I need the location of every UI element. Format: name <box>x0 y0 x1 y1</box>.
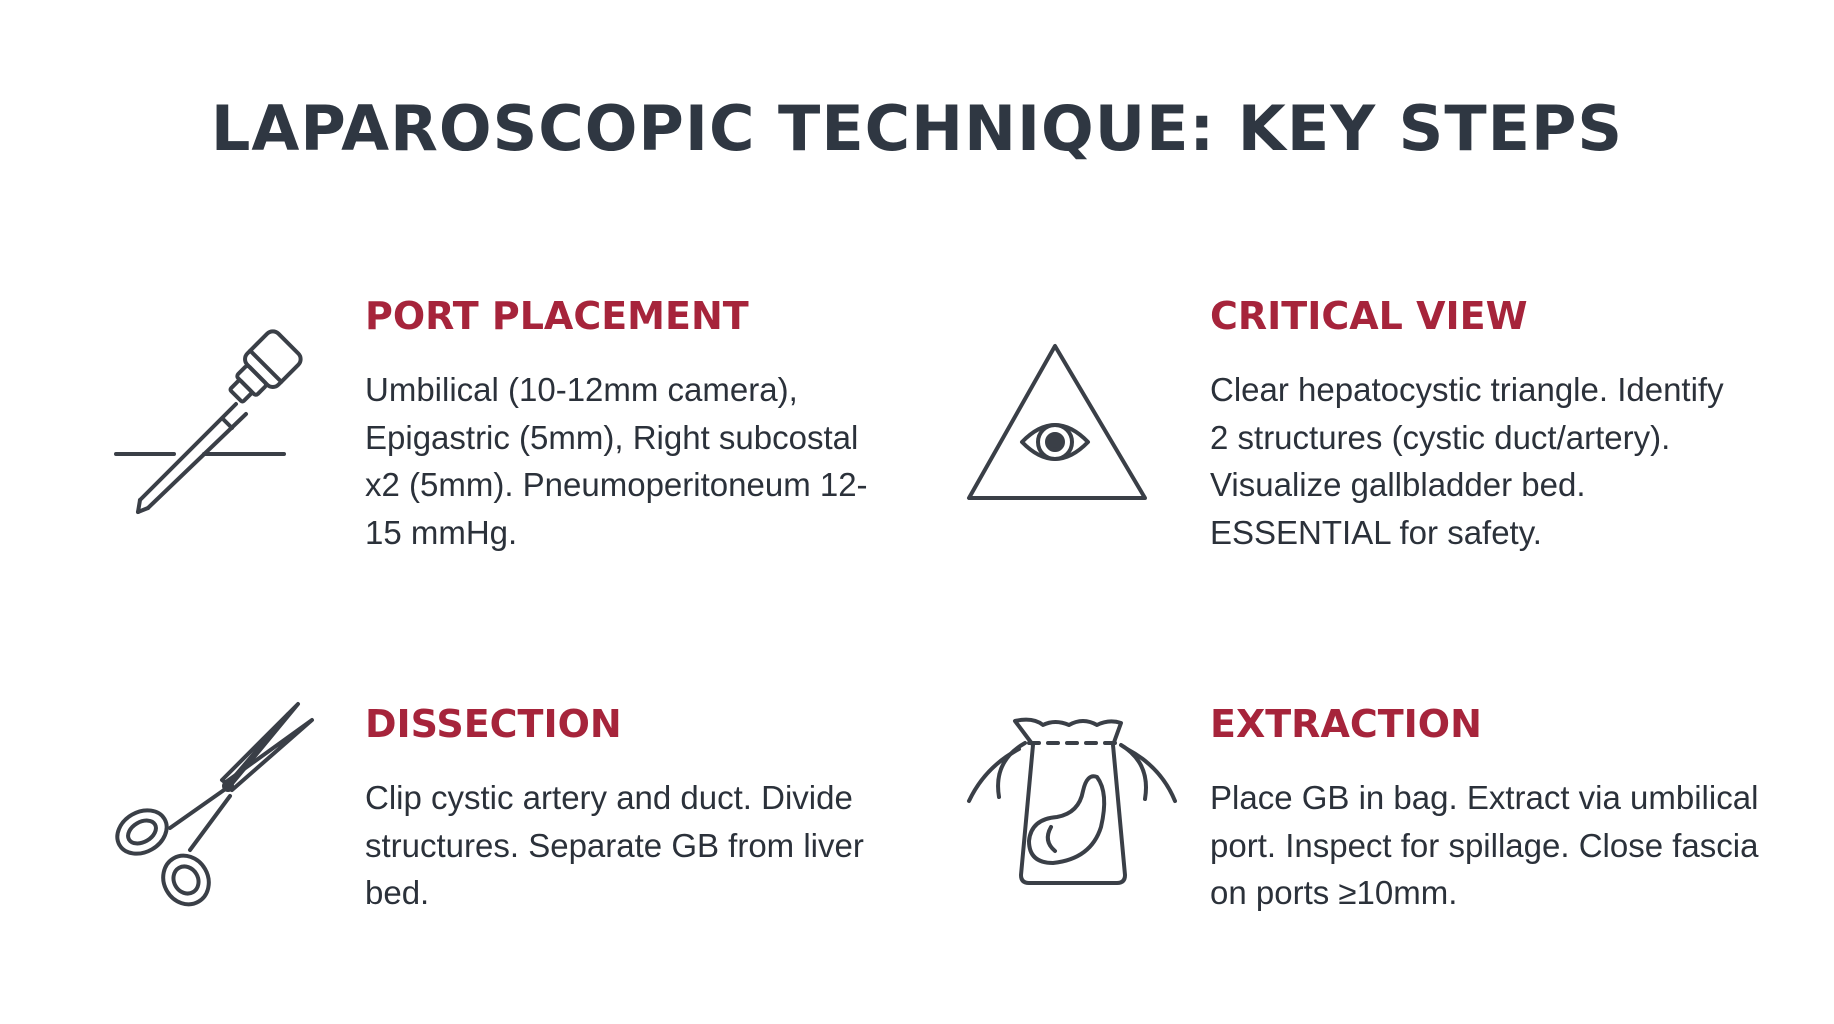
specimen-bag-icon <box>963 715 1183 895</box>
page-title: LAPAROSCOPIC TECHNIQUE: KEY STEPS <box>210 92 1624 165</box>
step-description: Umbilical (10-12mm camera), Epigastric (5mm), Right subcostal x2 (5mm). Pneumoperitoneum 12-15 mmHg. <box>365 371 868 551</box>
trocar-icon <box>112 330 312 510</box>
scissors-icon <box>110 700 320 910</box>
step-heading: CRITICAL VIEW <box>1210 294 1528 338</box>
step-heading: PORT PLACEMENT <box>365 294 749 338</box>
step-description: Clip cystic artery and duct. Divide structures. Separate GB from liver bed. <box>365 779 864 911</box>
step-heading: DISSECTION <box>365 702 622 746</box>
step-description: Place GB in bag. Extract via umbilical port. Inspect for spillage. Close fascia on ports ≥10mm. <box>1210 779 1759 911</box>
eye-triangle-icon <box>976 336 1136 506</box>
step-description: Clear hepatocystic triangle. Identify 2 structures (cystic duct/artery). Visualize gallbladder bed. ESSENTIAL for safety. <box>1210 371 1724 551</box>
step-heading: EXTRACTION <box>1210 702 1482 746</box>
